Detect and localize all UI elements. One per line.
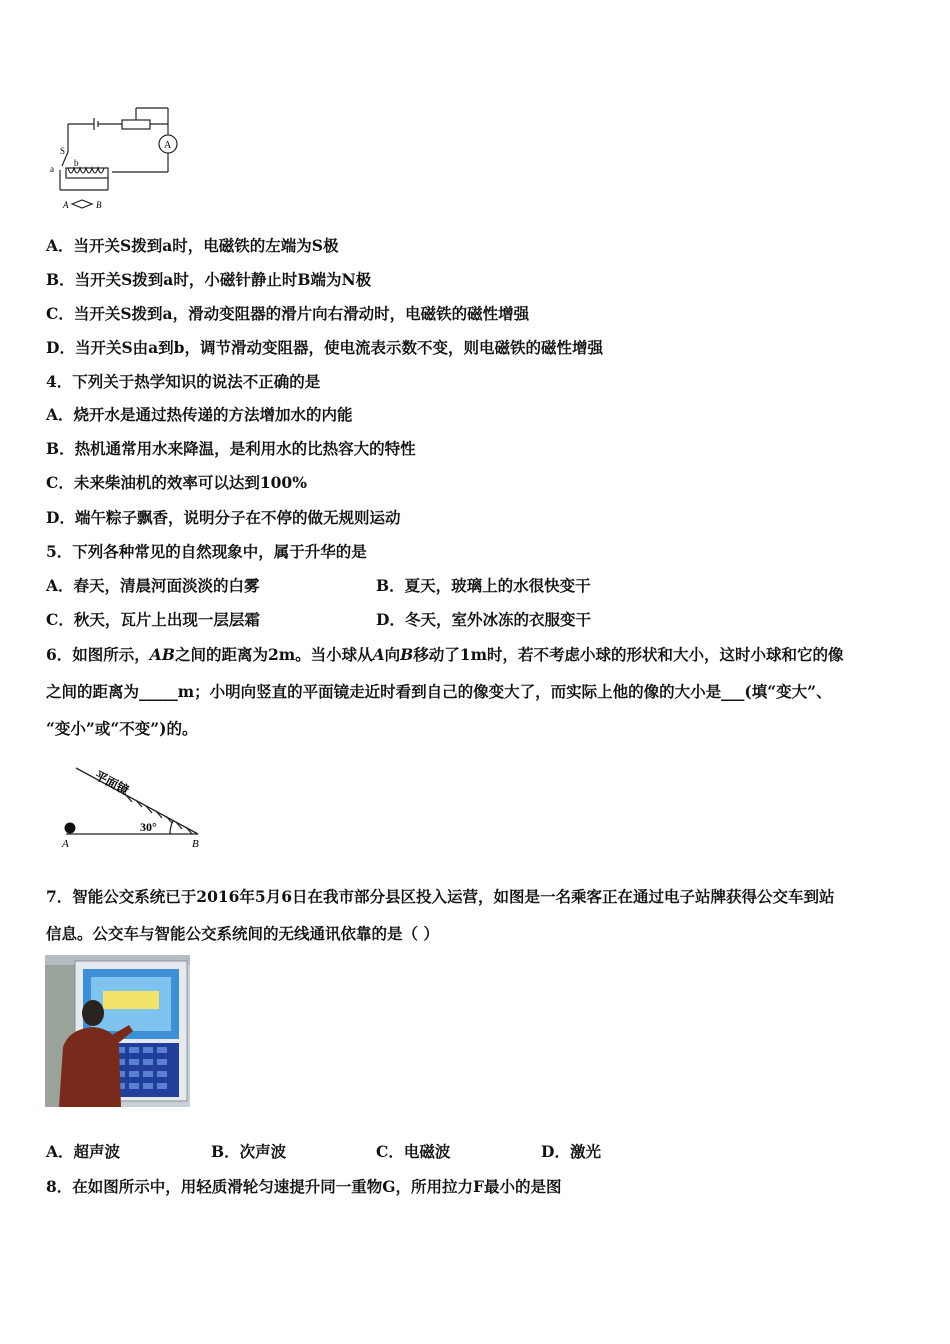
q4-option-d: D．端午粽子飘香，说明分子在不停的做无规则运动: [46, 508, 401, 527]
angle-label: 30°: [140, 820, 157, 834]
q5-option-b: B．夏天，玻璃上的水很快变干: [376, 576, 591, 595]
q3-option-b: B．当开关S拨到a时，小磁针静止时B端为N极: [46, 270, 372, 289]
point-b-label: B: [192, 838, 199, 850]
ammeter-label: A: [164, 140, 172, 151]
terminal-b-label: b: [74, 158, 79, 168]
mirror-label: 平面镜: [92, 768, 131, 798]
point-a-label: A: [62, 838, 69, 850]
q7-option-a: A．超声波: [46, 1142, 121, 1161]
q7-option-c: C．电磁波: [376, 1142, 451, 1161]
needle-end-b-label: B: [96, 200, 102, 210]
q4-option-a: A．烧开水是通过热传递的方法增加水的内能: [46, 405, 353, 424]
q4-option-b: B．热机通常用水来降温，是利用水的比热容大的特性: [46, 439, 416, 458]
bus-stop-photo: [45, 955, 190, 1107]
q5-option-c: C．秋天，瓦片上出现一层层霜: [46, 610, 260, 629]
ball-icon: [65, 823, 76, 834]
q7-line-2: 信息。公交车与智能公交系统间的无线通讯依靠的是（ ）: [46, 924, 439, 943]
q7-option-b: B．次声波: [211, 1142, 287, 1161]
q5-stem: 5．下列各种常见的自然现象中，属于升华的是: [46, 542, 367, 561]
q3-option-a: A．当开关S拨到a时，电磁铁的左端为S极: [46, 236, 339, 255]
switch-label: S: [60, 146, 66, 156]
q5-option-a: A．春天，清晨河面淡淡的白雾: [46, 576, 260, 595]
q4-option-c: C．未来柴油机的效率可以达到100%: [46, 473, 307, 492]
q8-stem: 8．在如图所示中，用轻质滑轮匀速提升同一重物G，所用拉力F最小的是图: [46, 1177, 562, 1196]
q6-line-2: 之间的距离为_____m；小明向竖直的平面镜走近时看到自己的像变大了，而实际上他的像的大小是___(填“变大”、: [46, 682, 832, 701]
q3-option-d: D．当开关S由a到b，调节滑动变阻器，使电流表示数不变，则电磁铁的磁性增强: [46, 338, 604, 357]
circuit-diagram: [48, 104, 188, 212]
q7-line-1: 7．智能公交系统已于2016年5月6日在我市部分县区投入运营，如图是一名乘客正在通过电子站牌获得公交车到站: [46, 887, 835, 906]
q6-line-1: 6．如图所示，AB之间的距离为2m。当小球从A向B移动了1m时，若不考虑小球的形状和大小，这时小球和它的像: [46, 645, 844, 664]
q7-option-d: D．激光: [541, 1142, 601, 1161]
plane-mirror-diagram: [56, 758, 206, 850]
q3-option-c: C．当开关S拨到a，滑动变阻器的滑片向右滑动时，电磁铁的磁性增强: [46, 304, 530, 323]
terminal-a-label: a: [50, 164, 54, 174]
needle-end-a-label: A: [63, 200, 69, 210]
q5-option-d: D．冬天，室外冰冻的衣服变干: [376, 610, 591, 629]
q4-stem: 4．下列关于热学知识的说法不正确的是: [46, 372, 321, 391]
q6-line-3: “变小”或“不变”)的。: [46, 719, 198, 738]
